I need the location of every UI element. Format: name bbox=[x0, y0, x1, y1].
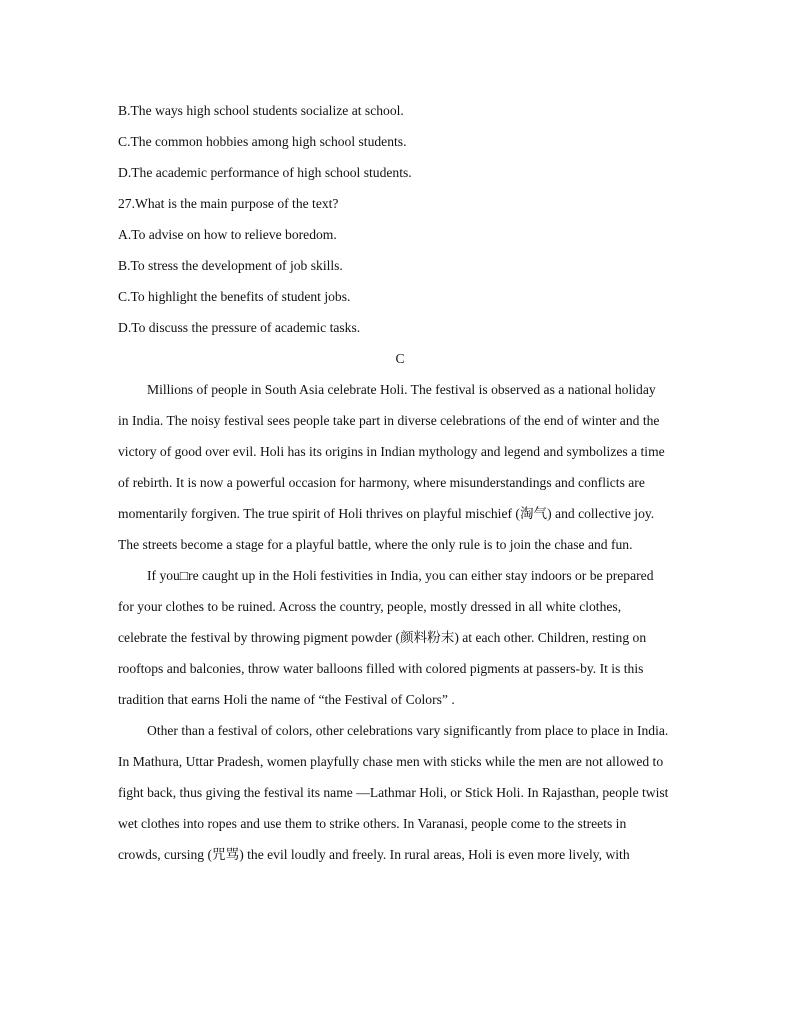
q26-option-b: B.The ways high school students socialize at school. bbox=[118, 103, 404, 118]
q27-option-b: B.To stress the development of job skills. bbox=[118, 258, 343, 273]
passage-p3-line: fight back, thus giving the festival its name —Lathmar Holi, or Stick Holi. In Rajasthan, people twist bbox=[118, 785, 669, 800]
q27-stem: 27.What is the main purpose of the text? bbox=[118, 196, 339, 211]
passage-p2-line: If you□re caught up in the Holi festivities in India, you can either stay indoors or be prepared bbox=[147, 568, 654, 583]
q26-option-c: C.The common hobbies among high school students. bbox=[118, 134, 407, 149]
passage-p1-line: of rebirth. It is now a powerful occasion for harmony, where misunderstandings and conflicts are bbox=[118, 475, 645, 490]
passage-p1-line: The streets become a stage for a playful battle, where the only rule is to join the chase and fun. bbox=[118, 537, 633, 552]
passage-p1-line: in India. The noisy festival sees people take part in diverse celebrations of the end of winter and the bbox=[118, 413, 660, 428]
passage-p3-line: crowds, cursing (咒骂) the evil loudly and freely. In rural areas, Holi is even more lively, with bbox=[118, 847, 630, 862]
passage-p2-line: rooftops and balconies, throw water balloons filled with colored pigments at passers-by. It is this bbox=[118, 661, 644, 676]
passage-p2-line: tradition that earns Holi the name of “the Festival of Colors” . bbox=[118, 692, 455, 707]
passage-p1-line: momentarily forgiven. The true spirit of Holi thrives on playful mischief (淘气) and collective joy. bbox=[118, 506, 655, 521]
passage-p1-line: victory of good over evil. Holi has its origins in Indian mythology and legend and symbolizes a time bbox=[118, 444, 665, 459]
q27-option-a: A.To advise on how to relieve boredom. bbox=[118, 227, 337, 242]
passage-p2-line: for your clothes to be ruined. Across the country, people, mostly dressed in all white clothes, bbox=[118, 599, 622, 614]
passage-p3-line: Other than a festival of colors, other celebrations vary significantly from place to place in India. bbox=[147, 723, 669, 738]
passage-p2-line: celebrate the festival by throwing pigment powder (颜料粉末) at each other. Children, resting on bbox=[118, 630, 647, 645]
passage-p1-line: Millions of people in South Asia celebrate Holi. The festival is observed as a national holiday bbox=[147, 382, 656, 397]
passage-p3-line: In Mathura, Uttar Pradesh, women playfully chase men with sticks while the men are not allowed to bbox=[118, 754, 664, 769]
passage-p3-line: wet clothes into ropes and use them to strike others. In Varanasi, people come to the streets in bbox=[118, 816, 627, 831]
q26-option-d: D.The academic performance of high school students. bbox=[118, 165, 412, 180]
section-label: C bbox=[395, 351, 405, 366]
q27-option-d: D.To discuss the pressure of academic tasks. bbox=[118, 320, 361, 335]
q27-option-c: C.To highlight the benefits of student jobs. bbox=[118, 289, 351, 304]
